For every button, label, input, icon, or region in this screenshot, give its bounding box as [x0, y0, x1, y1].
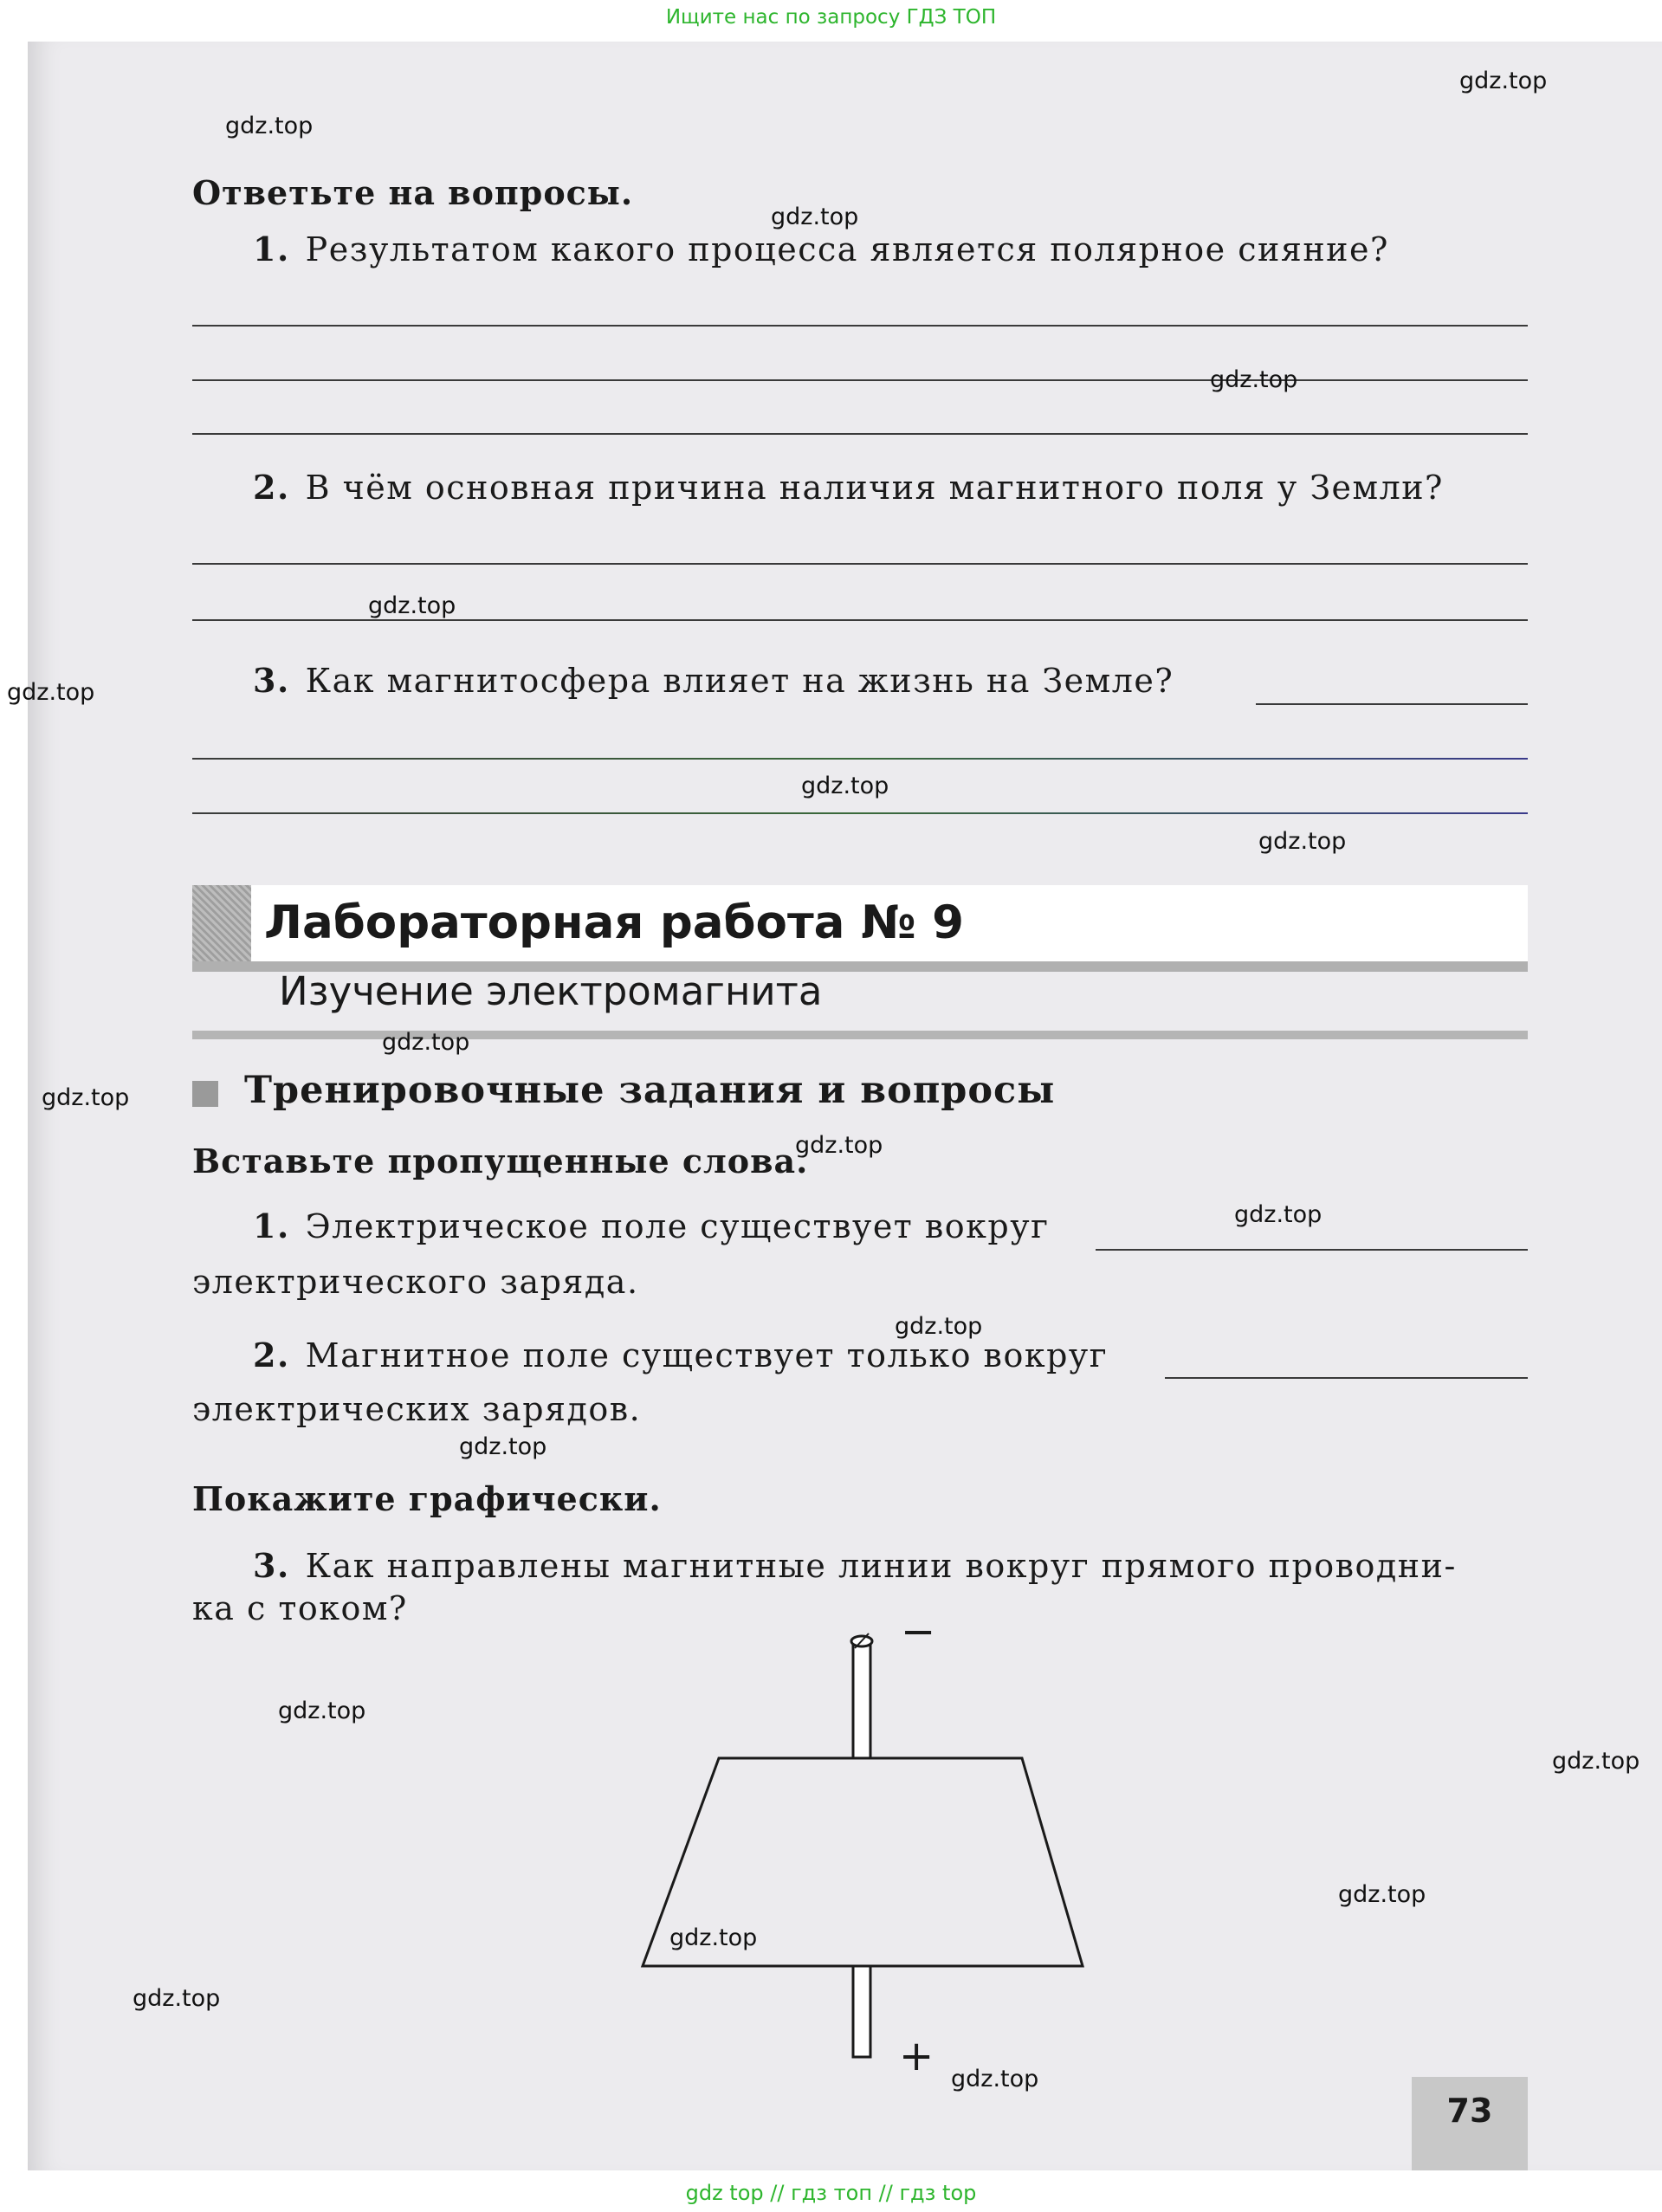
question-1 — [253, 230, 1389, 268]
watermark: gdz.top — [1210, 366, 1298, 393]
question-2 — [253, 468, 1444, 507]
question-text: Как направлены магнитные линии вокруг прямого проводни- — [305, 1547, 1457, 1585]
answer-line[interactable] — [192, 812, 1528, 814]
watermark: gdz.top — [669, 1924, 758, 1951]
wire-upper — [853, 1641, 870, 1758]
answer-line[interactable] — [192, 758, 1528, 760]
watermark: gdz.top — [368, 592, 456, 619]
lab-header-block — [192, 885, 251, 961]
watermark: gdz.top — [1258, 828, 1347, 855]
graph-question-3-continuation: ка с током? — [192, 1589, 408, 1627]
fill-item-1-continuation: электрического заряда. — [192, 1263, 639, 1301]
fill-words-heading: Вставьте пропущенные слова. — [192, 1142, 809, 1180]
watermark: gdz.top — [1338, 1881, 1426, 1908]
footer-banner[interactable]: gdz top // гдз топ // гдз top — [685, 2181, 977, 2205]
show-graphically-heading: Покажите графически. — [192, 1479, 662, 1518]
watermark: gdz.top — [382, 1029, 470, 1056]
answer-line[interactable] — [192, 619, 1528, 621]
question-text: Как магнитосфера влияет на жизнь на Земле? — [305, 662, 1174, 700]
watermark: gdz.top — [795, 1132, 883, 1159]
question-3 — [253, 661, 1174, 700]
item-text: Магнитное поле существует только вокруг — [305, 1336, 1109, 1374]
watermark: gdz.top — [133, 1985, 221, 2012]
fill-item-2 — [253, 1336, 1108, 1374]
item-text: Электрическое поле существует вокруг — [305, 1207, 1050, 1245]
question-text: В чём основная причина наличия магнитного поля у Земли? — [305, 469, 1444, 507]
answer-line[interactable] — [192, 379, 1528, 381]
top-banner[interactable]: Ищите нас по запросу ГДЗ ТОП — [665, 6, 997, 29]
blank-line[interactable] — [1096, 1249, 1528, 1251]
watermark: gdz.top — [1552, 1748, 1640, 1775]
plus-sign: + — [899, 2032, 934, 2080]
question-number: 3. — [253, 1546, 290, 1585]
conductor-diagram[interactable] — [624, 1620, 1109, 2087]
watermark: gdz.top — [801, 773, 889, 799]
question-number: 3. — [253, 661, 290, 700]
minus-sign: − — [901, 1620, 936, 1656]
question-number: 2. — [253, 468, 290, 507]
blank-line[interactable] — [1165, 1377, 1528, 1379]
watermark: gdz.top — [951, 2066, 1039, 2092]
watermark: gdz.top — [895, 1313, 983, 1340]
page-number: 73 — [1412, 2077, 1528, 2170]
watermark: gdz.top — [7, 679, 95, 706]
watermark: gdz.top — [1234, 1201, 1322, 1228]
lab-title: Лабораторная работа № 9 — [264, 896, 964, 949]
answer-line[interactable] — [192, 325, 1528, 327]
graph-question-3 — [253, 1546, 1457, 1585]
item-number: 1. — [253, 1206, 290, 1245]
watermark: gdz.top — [42, 1084, 130, 1111]
lab-subtitle: Изучение электромагнита — [279, 968, 823, 1014]
fill-item-1 — [253, 1206, 1050, 1245]
watermark: gdz.top — [278, 1698, 366, 1724]
answer-line[interactable] — [1256, 703, 1528, 705]
watermark: gdz.top — [459, 1433, 547, 1460]
watermark: gdz.top — [771, 204, 859, 230]
item-number: 2. — [253, 1336, 290, 1374]
question-text: Результатом какого процесса является полярное сияние? — [305, 230, 1389, 268]
answer-line[interactable] — [192, 433, 1528, 435]
watermark: gdz.top — [225, 113, 314, 139]
fill-item-2-continuation: электрических зарядов. — [192, 1390, 642, 1428]
training-section-title: Тренировочные задания и вопросы — [244, 1069, 1056, 1112]
question-number: 1. — [253, 230, 290, 268]
wire-lower — [853, 1966, 870, 2057]
answer-line[interactable] — [192, 563, 1528, 565]
watermark: gdz.top — [1459, 68, 1548, 94]
section-marker — [192, 1081, 218, 1107]
answer-questions-heading: Ответьте на вопросы. — [192, 173, 634, 212]
